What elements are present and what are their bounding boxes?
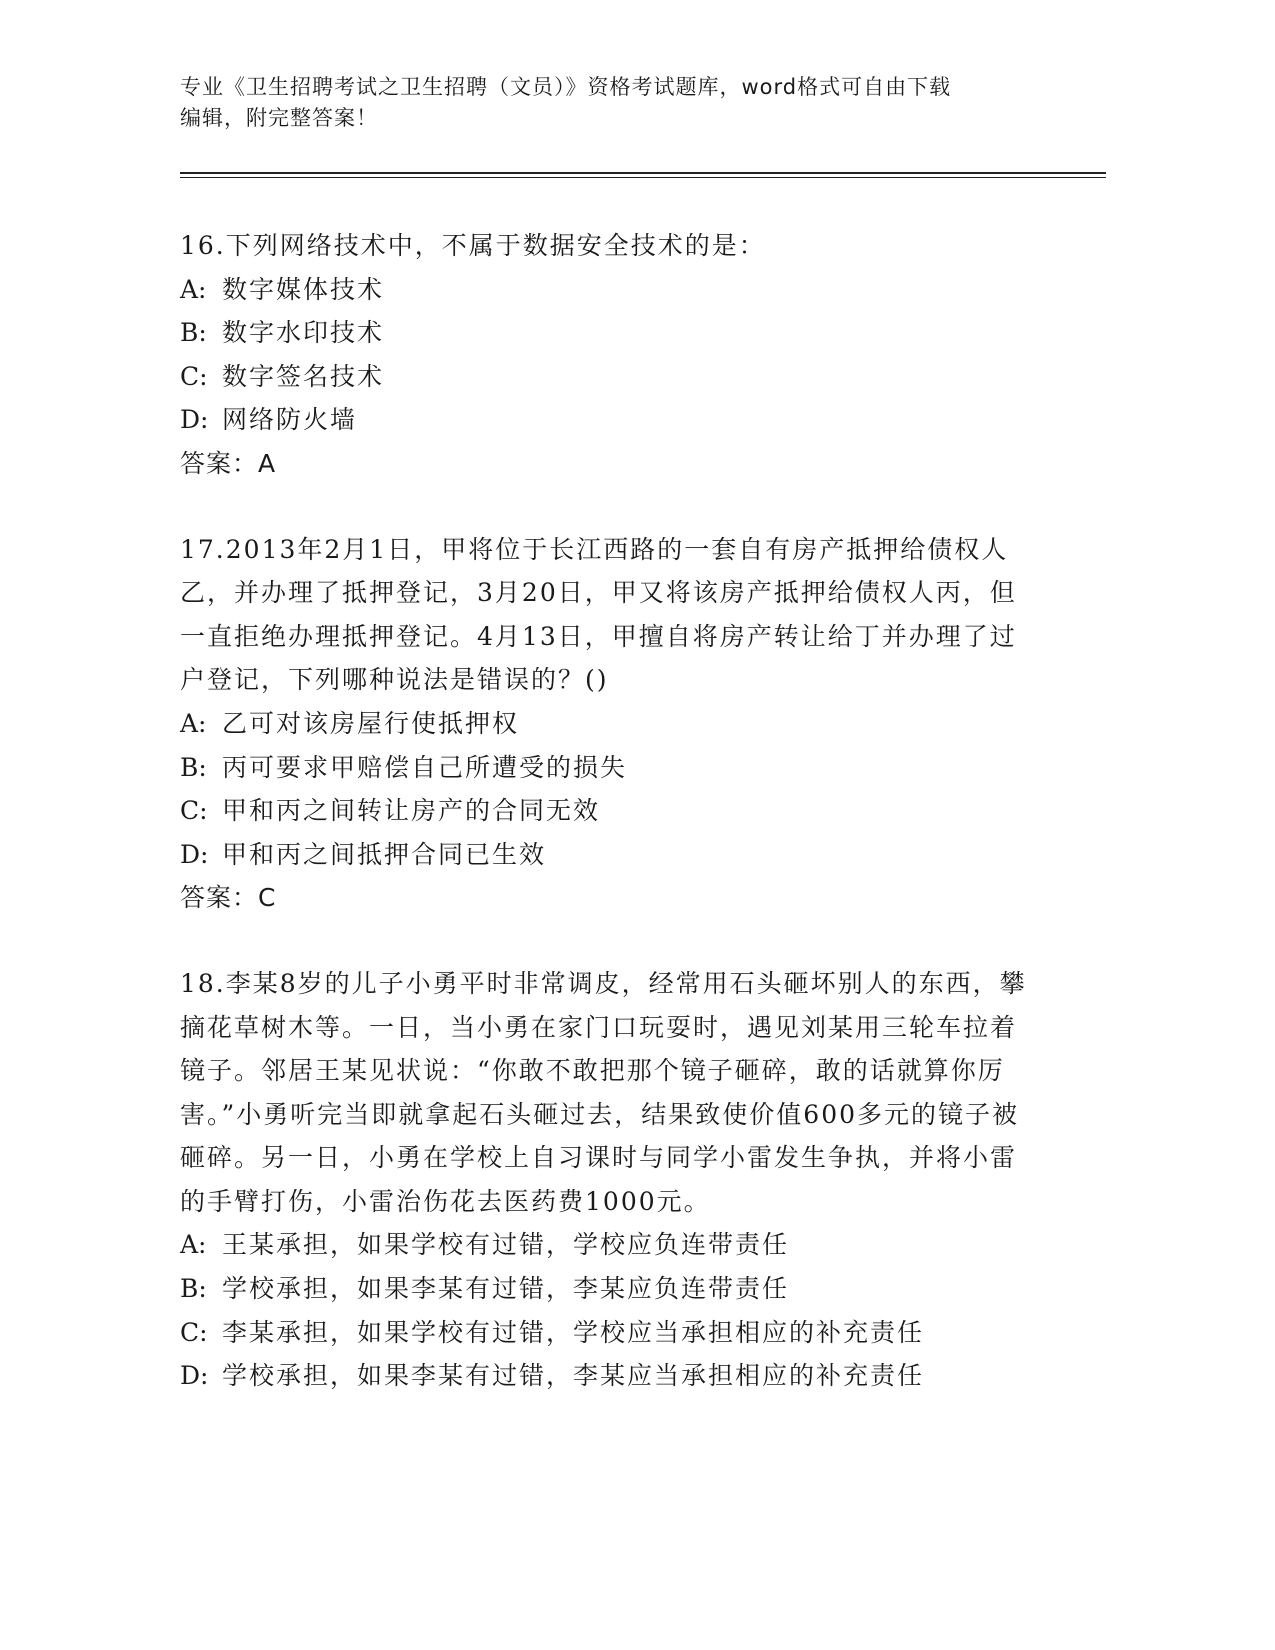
header-divider-thin [180,177,1106,178]
option-text: 网络防火墙 [222,405,358,435]
option-letter: A: [180,274,207,304]
option-letter: C: [180,796,208,826]
header-line-2: 编辑，附完整答案！ [180,106,378,130]
header-divider-thick [180,172,1106,174]
question-text: 18.李某8岁的儿子小勇平时非常调皮，经常用石头砸坏别人的东西，攀摘花草树木等。一日，当小勇在家门口玩耍时，遇见刘某用三轮车拉着镜子。邻居王某见状说：“你敢不敢把那个镜子砸碎，敢的话就算你厉害。”小勇听完当即就拿起石头砸过去，结果致使价值600多元的镜子被砸碎。另一日，小勇在学校上自习课时与同学小雷发生争执，并将小雷的手臂打伤，小雷治伤花去医药费1000元。 [180,968,1027,1216]
question-18 [180,962,1040,1398]
option-a [180,268,1040,312]
option-b [180,1267,1040,1311]
question-text: 17.2013年2月1日，甲将位于长江西路的一套自有房产抵押给债权人乙，并办理了抵押登记，3月20日，甲又将该房产抵押给债权人丙，但一直拒绝办理抵押登记。4月13日，甲擅自将房产转让给丁并办理了过户登记，下列哪种说法是错误的？() [180,534,1017,695]
option-d [180,1354,1040,1398]
option-b [180,746,1040,790]
option-b [180,311,1040,355]
option-text: 丙可要求甲赔偿自己所遭受的损失 [222,752,628,782]
option-a [180,702,1040,746]
option-letter: C: [180,361,208,391]
option-d [180,833,1040,877]
option-a [180,1223,1040,1267]
option-text: 数字媒体技术 [222,274,385,304]
option-letter: B: [180,318,207,348]
option-letter: B: [180,1274,207,1304]
question-16 [180,224,1040,486]
option-letter: B: [180,752,207,782]
option-d [180,398,1040,442]
header-line-1: 专业《卫生招聘考试之卫生招聘（文员）》资格考试题库，word格式可自由下载 [180,75,952,99]
option-letter: A: [180,708,207,738]
option-text: 学校承担，如果李某有过错，李某应当承担相应的补充责任 [222,1361,925,1391]
document-header [180,72,1040,134]
option-text: 王某承担，如果学校有过错，学校应负连带责任 [222,1230,790,1260]
option-c [180,789,1040,833]
question-list [180,224,1040,1440]
question-17 [180,528,1040,920]
option-text: 甲和丙之间抵押合同已生效 [222,839,547,869]
option-letter: D: [180,1361,209,1391]
option-c [180,355,1040,399]
option-text: 李某承担，如果学校有过错，学校应当承担相应的补充责任 [222,1317,925,1347]
option-letter: D: [180,405,209,435]
answer-line: 答案：A [180,448,277,478]
option-c [180,1311,1040,1355]
option-text: 数字签名技术 [222,361,385,391]
option-text: 乙可对该房屋行使抵押权 [222,708,520,738]
option-letter: C: [180,1317,208,1347]
option-letter: D: [180,839,209,869]
option-letter: A: [180,1230,207,1260]
answer-line: 答案：C [180,883,277,913]
question-text: 16.下列网络技术中，不属于数据安全技术的是： [180,231,766,260]
option-text: 数字水印技术 [222,318,385,348]
option-text: 学校承担，如果李某有过错，李某应负连带责任 [222,1274,790,1304]
option-text: 甲和丙之间转让房产的合同无效 [222,796,601,826]
